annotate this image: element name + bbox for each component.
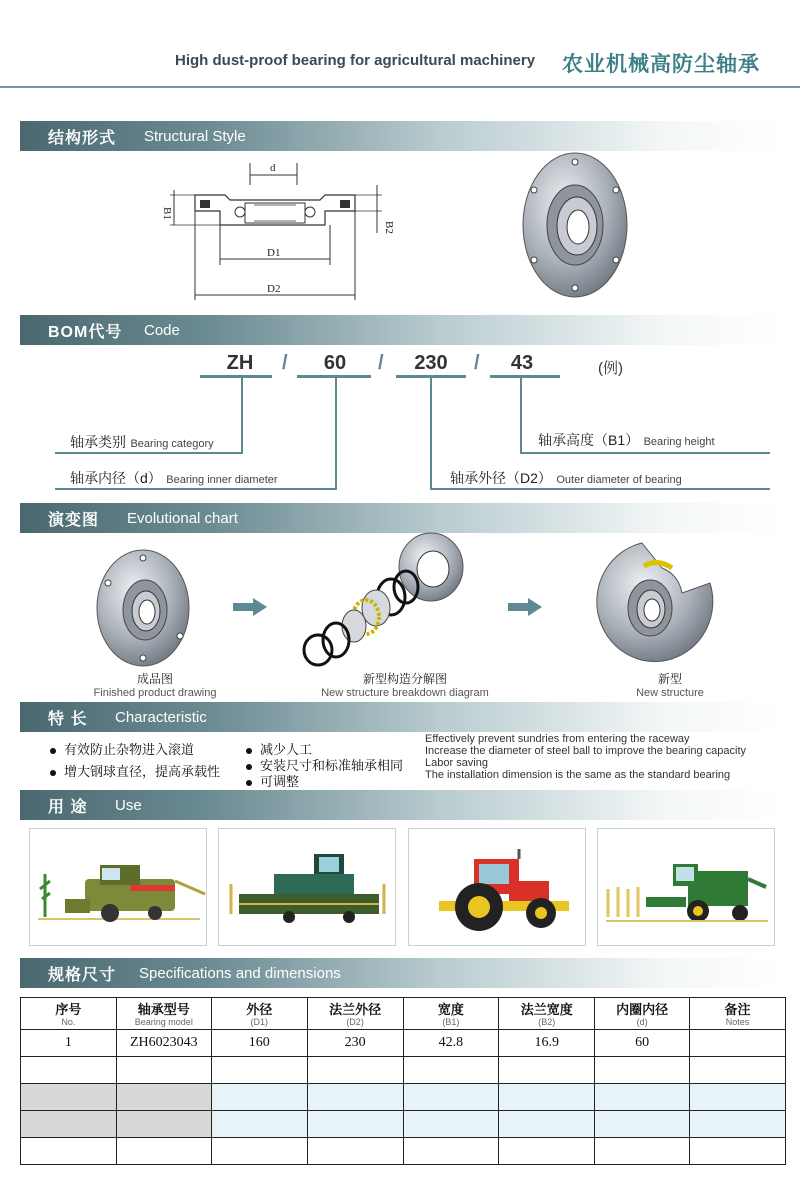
characteristic-en-line: Labor saving [425, 757, 488, 769]
table-cell [307, 1084, 403, 1111]
table-cell [211, 1138, 307, 1165]
table-cell [499, 1138, 595, 1165]
table-cell [499, 1057, 595, 1084]
arrow-right-icon [233, 598, 267, 616]
table-cell [211, 1084, 307, 1111]
caption-en: Finished product drawing [93, 687, 217, 699]
connector-line [55, 452, 243, 454]
table-header-row [21, 998, 786, 1030]
label-en: Bearing category [130, 438, 214, 450]
section-bar-characteristic [20, 702, 786, 732]
table-cell: 16.9 [499, 1030, 595, 1057]
new-structure-image [582, 538, 717, 668]
breakdown-diagram-image [296, 532, 471, 667]
use-image-header-harvester [218, 828, 396, 946]
header-harvester-icon [219, 829, 395, 945]
section-title-en: Structural Style [144, 128, 246, 145]
characteristic-item: 可调整 [246, 771, 299, 790]
table-cell [307, 1057, 403, 1084]
label-bearing-height [538, 430, 715, 450]
table-cell: 42.8 [403, 1030, 499, 1057]
label-cn: 轴承类别 [70, 434, 126, 450]
table-header-cell: 宽度 (B1) [403, 998, 499, 1030]
table-header-cell: 序号 No. [21, 998, 117, 1030]
characteristic-en-line: Increase the diameter of steel ball to improve the bearing capacity [425, 745, 747, 757]
table-cell [116, 1111, 211, 1138]
evolution-caption-2 [300, 670, 510, 699]
label-inner-diameter [70, 468, 278, 488]
table-row [21, 1138, 786, 1165]
table-cell [307, 1111, 403, 1138]
code-segment-height: 43 [510, 352, 534, 374]
evolution-caption-3 [610, 670, 730, 699]
table-cell [690, 1030, 786, 1057]
cross-section-drawing [160, 155, 400, 305]
dim-b2-label: B2 [383, 221, 395, 234]
characteristic-en-line: The installation dimension is the same as the standard bearing [425, 769, 731, 781]
table-header-cell: 备注 Notes [690, 998, 786, 1030]
table-row [21, 1111, 786, 1138]
table-cell [403, 1084, 499, 1111]
dim-b1-label: B1 [161, 207, 173, 220]
table-cell [690, 1057, 786, 1084]
section-title-cn: 用 途 [48, 799, 88, 816]
connector-line [520, 378, 522, 453]
code-segment-inner: 60 [323, 352, 347, 374]
header-divider [0, 86, 800, 88]
label-en: Bearing height [643, 436, 715, 448]
section-title-en: Characteristic [115, 709, 207, 726]
tractor-icon [409, 829, 585, 945]
table-cell [116, 1138, 211, 1165]
label-cn: 轴承内径（d） [70, 470, 162, 486]
section-title-en: Specifications and dimensions [139, 965, 341, 982]
table-cell [499, 1084, 595, 1111]
caption-en: New structure breakdown diagram [321, 687, 489, 699]
label-cn: 轴承高度（B1） [538, 432, 640, 448]
dim-d2-label: D2 [267, 283, 281, 295]
table-row [21, 1084, 786, 1111]
use-image-tractor [408, 828, 586, 946]
table-cell [690, 1084, 786, 1111]
caption-en: New structure [636, 687, 704, 699]
table-cell [595, 1111, 690, 1138]
table-cell [21, 1084, 117, 1111]
table-cell [690, 1111, 786, 1138]
table-cell [499, 1111, 595, 1138]
section-title-cn: BOM代号 [48, 324, 123, 341]
section-title-cn: 结构形式 [48, 130, 117, 147]
characteristic-item: 安装尺寸和标准轴承相同 [246, 755, 403, 774]
section-bar-structure [20, 121, 786, 151]
code-example-note: (例) [598, 360, 623, 377]
label-cn: 轴承外径（D2） [450, 470, 552, 486]
table-cell: 60 [595, 1030, 690, 1057]
label-en: Outer diameter of bearing [556, 474, 682, 486]
header-title-en: High dust-proof bearing for agricultural machinery [175, 52, 536, 69]
header-title-cn: 农业机械高防尘轴承 [562, 53, 760, 76]
finished-product-image [88, 548, 198, 668]
section-title-cn: 演变图 [48, 512, 100, 529]
table-cell [307, 1138, 403, 1165]
dim-d-label: d [270, 162, 276, 174]
table-header-cell: 内圈内径 (d) [595, 998, 690, 1030]
table-cell [595, 1138, 690, 1165]
table-cell [116, 1057, 211, 1084]
table-cell [403, 1057, 499, 1084]
table-cell [21, 1111, 117, 1138]
arrow-right-icon [508, 598, 542, 616]
section-title-cn: 规格尺寸 [48, 967, 117, 984]
section-title-en: Evolutional chart [127, 510, 238, 527]
table-header-cell: 外径 (D1) [211, 998, 307, 1030]
label-en: Bearing inner diameter [166, 474, 278, 486]
table-row [21, 1030, 786, 1057]
section-title-cn: 特 长 [48, 711, 88, 728]
caption-cn: 新型 [657, 672, 682, 686]
label-outer-diameter [450, 468, 682, 488]
section-bar-specs [20, 958, 786, 988]
table-header-cell: 法兰外径 (D2) [307, 998, 403, 1030]
code-separator: / [282, 352, 288, 374]
section-title-en: Use [115, 797, 142, 814]
table-cell: 230 [307, 1030, 403, 1057]
table-cell: 1 [21, 1030, 117, 1057]
table-cell [690, 1138, 786, 1165]
table-header-cell: 法兰宽度 (B2) [499, 998, 595, 1030]
table-cell [211, 1111, 307, 1138]
connector-line [430, 488, 770, 490]
table-row [21, 1057, 786, 1084]
table-cell [21, 1138, 117, 1165]
table-cell [21, 1057, 117, 1084]
code-segment-outer: 230 [414, 352, 448, 374]
table-cell [403, 1138, 499, 1165]
connector-line [241, 378, 243, 453]
section-bar-use [20, 790, 786, 820]
characteristic-en-list [425, 733, 746, 781]
characteristic-item: 有效防止杂物进入滚道 [50, 739, 194, 758]
evolution-caption-1 [85, 670, 225, 699]
connector-line [430, 378, 432, 489]
table-cell: ZH6023043 [116, 1030, 211, 1057]
characteristic-item: 增大钢球直径，提高承载性 [50, 761, 220, 780]
code-underline [490, 375, 560, 378]
characteristic-en-line: Effectively prevent sundries from entering the raceway [425, 733, 690, 745]
use-image-harvester [29, 828, 207, 946]
connector-line [520, 452, 770, 454]
code-underline [297, 375, 371, 378]
combine-icon [598, 829, 774, 945]
table-cell: 160 [211, 1030, 307, 1057]
code-underline [200, 375, 272, 378]
table-cell [403, 1111, 499, 1138]
label-bearing-category [70, 432, 214, 452]
section-bar-code [20, 315, 786, 345]
connector-line [335, 378, 337, 489]
use-image-combine [597, 828, 775, 946]
caption-cn: 成品图 [136, 672, 173, 686]
connector-line [55, 488, 337, 490]
dim-d1-label: D1 [267, 247, 281, 259]
code-segment-category: ZH [226, 352, 254, 374]
caption-cn: 新型构造分解图 [362, 672, 447, 686]
section-bar-evolution [20, 503, 786, 533]
table-cell [595, 1057, 690, 1084]
characteristic-item: 减少人工 [246, 739, 312, 758]
harvester-icon [30, 829, 206, 945]
section-title-en: Code [144, 322, 180, 339]
table-cell [116, 1084, 211, 1111]
table-header-cell: 轴承型号 Bearing model [116, 998, 211, 1030]
table-cell [211, 1057, 307, 1084]
code-separator: / [378, 352, 384, 374]
specs-table [20, 997, 786, 1165]
bearing-render-image [510, 150, 640, 300]
code-separator: / [474, 352, 480, 374]
table-cell [595, 1084, 690, 1111]
